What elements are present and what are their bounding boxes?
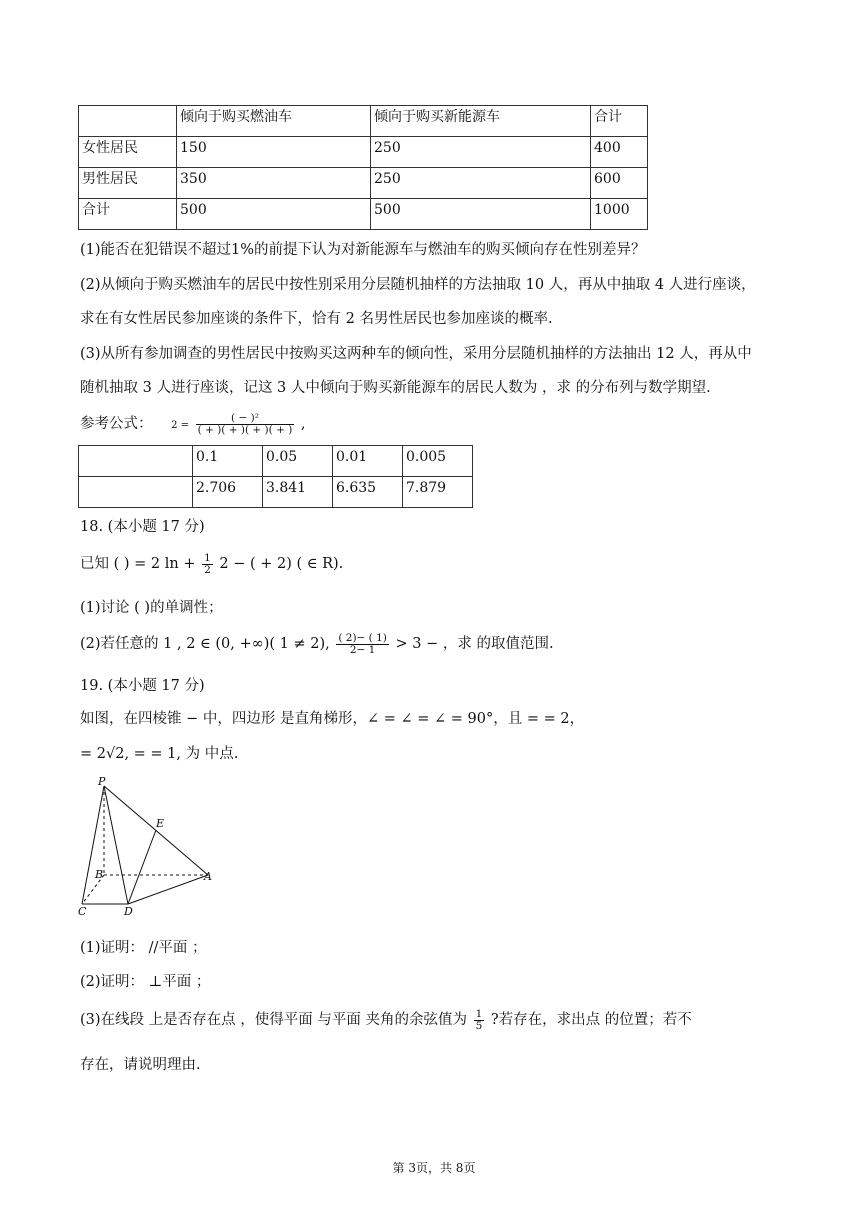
- fraction-numerator: 1: [204, 551, 211, 564]
- table-row: [79, 199, 648, 230]
- q18-part1: (1)讨论 ( )的单调性；: [80, 600, 223, 616]
- label-A: A: [204, 870, 212, 883]
- table-row: [79, 168, 648, 199]
- edge-PC: [82, 786, 104, 904]
- table-row: [79, 446, 473, 477]
- q18-part2-fraction: [336, 633, 389, 656]
- table-cell: 600: [591, 168, 648, 199]
- formula-label: 参考公式：: [80, 416, 153, 432]
- table-cell: 女性居民: [79, 137, 177, 168]
- q18-given-a: 已知 ( ) = 2 ln +: [80, 556, 196, 572]
- table-header-row: [79, 106, 648, 137]
- table-cell: 6.635: [333, 477, 403, 508]
- reference-formula: [80, 412, 306, 436]
- table-cell: 合计: [79, 199, 177, 230]
- formula-tail: ,: [300, 416, 306, 432]
- table-cell: 500: [177, 199, 371, 230]
- q17-part2-line2: 求在有女性居民参加座谈的条件下，恰有 2 名男性居民也参加座谈的概率.: [80, 311, 553, 327]
- q19-part3-line1: [80, 1008, 692, 1032]
- table-cell: 500: [371, 199, 591, 230]
- table-cell: 250: [371, 137, 591, 168]
- q18-part2-a: (2)若任意的 1 , 2 ∈ (0, +∞)( 1 ≠ 2),: [80, 636, 330, 652]
- table-cell: 倾向于购买新能源车: [371, 106, 591, 137]
- formula-numerator: ( − )²: [196, 413, 295, 425]
- label-D: D: [124, 905, 133, 918]
- fraction-numerator: 1: [475, 1007, 483, 1020]
- table-cell: 350: [177, 168, 371, 199]
- q19-part3-a: (3)在线段 上是否存在点 ，使得平面 与平面 夹角的余弦值为: [80, 1012, 467, 1028]
- q19-line1: 如图，在四棱锥 − 中，四边形 是直角梯形，∠ = ∠ = ∠ = 90°，且 = = 2，: [80, 711, 585, 727]
- q17-part2-line1: (2)从倾向于购买燃油车的居民中按性别采用分层随机抽样的方法抽取 10 人，再从中抽取 4 人进行座谈，: [80, 277, 756, 293]
- table-cell: 0.01: [333, 446, 403, 477]
- q19-part2: (2)证明： ⊥平面 ；: [80, 974, 211, 990]
- table-cell: 合计: [591, 106, 648, 137]
- table-cell: 0.05: [263, 446, 333, 477]
- q17-part3-line2: 随机抽取 3 人进行座谈，记这 3 人中倾向于购买新能源车的居民人数为 ，求 的分布列与数学期望.: [80, 380, 711, 396]
- q19-part3-fraction: [474, 1009, 485, 1032]
- critical-value-table: [78, 445, 473, 508]
- table-cell: 150: [177, 137, 371, 168]
- table-cell: [79, 446, 193, 477]
- q18-part2-b: > 3 − ，求 的取值范围.: [395, 636, 554, 652]
- q17-part3-line1: (3)从所有参加调查的男性居民中按购买这两种车的倾向性，采用分层随机抽样的方法抽出 12 人，再从中: [80, 346, 752, 362]
- fraction-denominator: 2− 1: [349, 643, 376, 656]
- fraction-numerator: ( 2)− ( 1): [338, 631, 387, 644]
- table-cell: 7.879: [403, 477, 473, 508]
- label-B: B: [95, 868, 104, 881]
- q18-part2: [80, 632, 554, 656]
- edge-DA: [128, 875, 208, 904]
- table-cell: 0.005: [403, 446, 473, 477]
- table-cell: 2.706: [193, 477, 263, 508]
- pyramid-figure: [70, 772, 230, 922]
- label-P: P: [98, 775, 106, 788]
- q17-part1: (1)能否在犯错误不超过1%的前提下认为对新能源车与燃油车的购买倾向存在性别差异？: [80, 242, 646, 258]
- q19-heading: 19. (本小题 17 分): [80, 678, 205, 694]
- q18-given-b: 2 − ( + 2) ( ∈ R).: [219, 556, 344, 572]
- table-cell: 400: [591, 137, 648, 168]
- formula-lhs: 2 =: [171, 420, 190, 431]
- fraction-denominator: 2: [204, 563, 211, 576]
- edge-DE: [128, 830, 156, 904]
- q18-given: [80, 552, 343, 576]
- table-cell: 0.1: [193, 446, 263, 477]
- formula-denominator: ( + )( + )( + )( + ): [197, 423, 293, 436]
- q19-part1: (1)证明： //平面 ；: [80, 940, 207, 956]
- table-row: [79, 137, 648, 168]
- table-row: [79, 477, 473, 508]
- table-cell: 1000: [591, 199, 648, 230]
- table-cell: [79, 477, 193, 508]
- survey-table: [78, 105, 648, 230]
- formula-fraction: [196, 413, 295, 436]
- q19-part3-line2: 存在，请说明理由.: [80, 1057, 201, 1073]
- table-cell: 男性居民: [79, 168, 177, 199]
- fraction-denominator: 5: [475, 1019, 483, 1032]
- q19-line2: = 2√2, = = 1, 为 中点.: [80, 746, 239, 762]
- q18-heading: 18. (本小题 17 分): [80, 519, 205, 535]
- label-E: E: [156, 817, 165, 830]
- page-footer: 第 3页，共 8页: [392, 1161, 476, 1175]
- q19-part3-b: ?若存在，求出点 的位置；若不: [490, 1012, 692, 1028]
- q18-given-fraction: [202, 553, 213, 576]
- table-cell: 250: [371, 168, 591, 199]
- table-cell: 3.841: [263, 477, 333, 508]
- label-C: C: [78, 905, 87, 918]
- table-cell: 倾向于购买燃油车: [177, 106, 371, 137]
- table-cell: [79, 106, 177, 137]
